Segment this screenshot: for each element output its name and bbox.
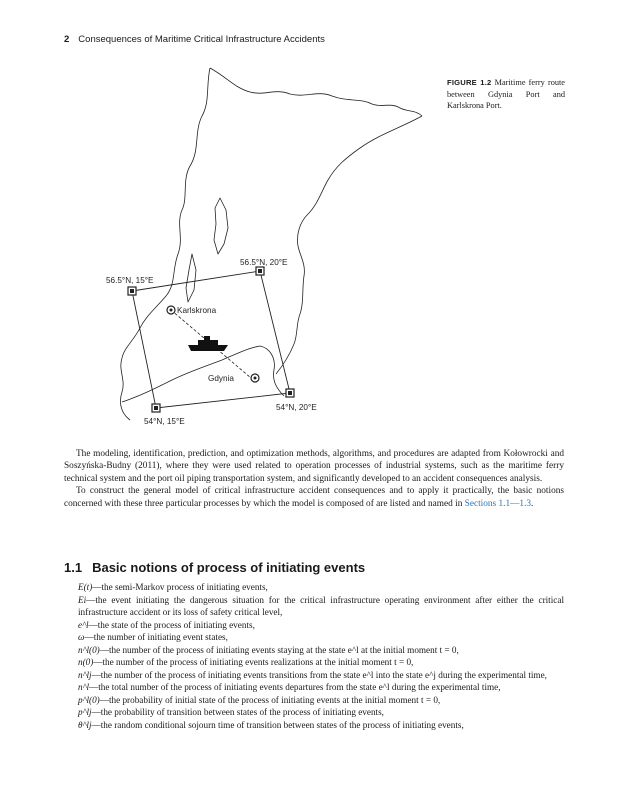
baltic-states-coastline xyxy=(276,116,422,374)
paragraph-2-text: To construct the general model of critical infrastructure accident consequences and to apply it practically, the basic notions concerned with these three particular processes by which the model is composed of are listed and named in xyxy=(64,486,564,509)
ferry-route-map xyxy=(60,58,440,438)
north-coastline xyxy=(210,68,422,116)
definition-item xyxy=(78,631,564,644)
sweden-coastline xyxy=(120,68,210,420)
sections-link[interactable]: Sections 1.1—1.3 xyxy=(464,498,532,509)
definition-item xyxy=(78,594,564,619)
definition-text: —the random conditional sojourn time of transition between states of the process of initiating events, xyxy=(91,719,464,730)
section-number: 1.1 xyxy=(64,560,83,575)
definition-text: —the state of the process of initiating events, xyxy=(88,619,255,630)
definition-item xyxy=(78,681,564,694)
running-title: Consequences of Maritime Critical Infrastructure Accidents xyxy=(78,34,325,45)
definition-text: —the probability of initial state of the process of initiating events at the initial moment t = 0, xyxy=(99,694,441,705)
definition-text: —the number of the process of initiating events transitions from the state e^l into the state e^j during the experimental time, xyxy=(91,669,547,680)
definition-symbol: θ^lj xyxy=(78,719,92,730)
definition-symbol: p^lj xyxy=(78,707,92,717)
definition-text: —the total number of the process of initiating events departures from the state e^l during the experimental time, xyxy=(89,682,501,692)
section-heading xyxy=(64,560,375,575)
paragraph-2 xyxy=(64,485,564,510)
definition-item xyxy=(78,644,564,657)
page-number: 2 xyxy=(64,34,70,45)
label-sw: 54°N, 15°E xyxy=(144,417,185,426)
definition-symbol: n^l xyxy=(78,682,90,692)
definition-symbol: n^l(0) xyxy=(78,644,100,655)
definition-text: —the number of the process of initiating events realizations at the initial moment t = 0, xyxy=(93,657,414,667)
section-title: Basic notions of process of initiating events xyxy=(92,560,366,575)
definition-item xyxy=(78,619,564,632)
definition-text: —the number of initiating event states, xyxy=(84,632,228,642)
gotland-island xyxy=(214,198,228,254)
definition-symbol: n^lj xyxy=(78,669,92,680)
definitions-list xyxy=(78,581,564,731)
ferry-ship-icon xyxy=(188,336,228,351)
label-gdynia: Gdynia xyxy=(208,374,234,383)
definition-text: —the number of the process of initiating events staying at the state e^l at the initial moment t = 0, xyxy=(99,644,459,655)
definition-item xyxy=(78,656,564,669)
definition-symbol: E(t) xyxy=(78,582,93,592)
body-text xyxy=(64,448,564,510)
definition-item xyxy=(78,694,564,707)
area-boundary xyxy=(132,271,290,408)
figure-caption xyxy=(447,77,565,112)
oland-island xyxy=(186,254,196,302)
label-ne: 56.5°N, 20°E xyxy=(240,258,288,267)
definition-item xyxy=(78,669,564,682)
definition-item xyxy=(78,719,564,732)
definition-text: —the probability of transition between states of the process of initiating events, xyxy=(91,707,384,717)
definition-symbol: ω xyxy=(78,632,85,642)
label-nw: 56.5°N, 15°E xyxy=(106,276,154,285)
poland-coastline xyxy=(122,346,284,402)
figure-caption-text: Maritime ferry route between Gdynia Port and Karlskrona Port. xyxy=(447,78,565,110)
label-karlskrona: Karlskrona xyxy=(177,306,217,315)
definition-text: —the semi-Markov process of initiating events, xyxy=(92,582,268,592)
paragraph-2-end: . xyxy=(531,498,534,509)
definition-symbol: e^l xyxy=(78,619,89,630)
definition-symbol: Ei xyxy=(78,594,87,605)
running-header xyxy=(64,34,325,45)
paragraph-1: The modeling, identification, prediction, and optimization methods, algorithms, and procedures are adapted from Kołowrocki and Soszyńska-Budny (2011), where they were used related to operation processes of industrial systems, such as the maritime ferry technical system and the port oil piping transportation system, and significantly developed to an accident consequences analysis. xyxy=(64,449,564,484)
definition-symbol: p^l(0) xyxy=(78,694,100,705)
figure-label: FIGURE 1.2 xyxy=(447,78,492,87)
definition-text: —the event initiating the dangerous situation for the critical infrastructure operating environment after either the critical infrastructure accident or its loss of safety critical level, xyxy=(78,594,564,617)
label-se: 54°N, 20°E xyxy=(276,403,317,412)
definition-symbol: n(0) xyxy=(78,657,94,667)
definition-item xyxy=(78,581,564,594)
definition-item xyxy=(78,706,564,719)
